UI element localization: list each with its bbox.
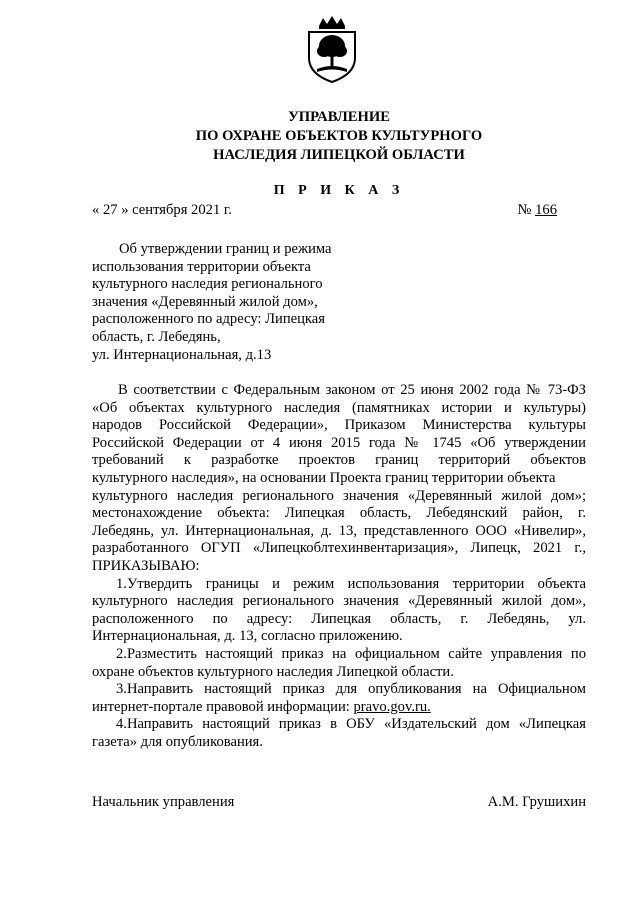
subject-line: расположенного по адресу: Липецкая: [92, 311, 325, 328]
document-date: « 27 » сентября 2021 г.: [92, 202, 232, 218]
body-line: 4.Направить настоящий приказ в ОБУ «Издательский дом «Липецкая: [116, 716, 586, 733]
body-line: ПРИКАЗЫВАЮ:: [92, 557, 200, 574]
body-line: «Об объектах культурного наследия (памятниках истории и культуры): [92, 399, 586, 416]
body-line: 3.Направить настоящий приказ для опубликования на Официальном: [116, 681, 586, 698]
body-line: культурного наследия», на основании Проекта границ территории объекта: [92, 469, 556, 486]
document-body: [92, 382, 586, 751]
signature-name: А.М. Грушихин: [487, 794, 586, 810]
body-line: В соответствии с Федеральным законом от 25 июня 2002 года № 73-ФЗ: [118, 382, 586, 398]
document-type: П Р И К А З: [273, 183, 405, 198]
subject-line: область, г. Лебедянь,: [92, 328, 221, 345]
body-line-text: интернет-портале правовой информации:: [92, 698, 354, 715]
subject-line: культурного наследия регионального: [92, 276, 323, 293]
signature-position: Начальник управления: [92, 794, 235, 810]
body-line: культурного наследия регионального значения «Деревянный жилой дом»,: [92, 593, 586, 610]
body-line: Интернациональная, д. 13, согласно приложению.: [92, 628, 403, 645]
number-prefix: №: [517, 202, 536, 218]
body-line: требований к разработке проектов границ территорий объектов: [92, 452, 586, 469]
coat-of-arms-emblem: [305, 14, 359, 84]
subject-line: ул. Интернациональная, д.13: [92, 346, 272, 363]
body-line: расположенного по адресу: Липецкая область, г. Лебедянь, ул.: [92, 610, 586, 627]
body-line: разработанного ОГУП «Липецкоблтехинвентаризация», Липецк, 2021 г.,: [92, 540, 586, 557]
subject-line: Об утверждении границ и режима: [119, 241, 332, 257]
body-line: газета» для опубликования.: [92, 733, 263, 750]
organization-name: [92, 108, 586, 165]
body-line: 1.Утвердить границы и режим использования территории объекта: [116, 575, 586, 592]
document-subject: [92, 241, 352, 364]
org-line-2: ПО ОХРАНЕ ОБЪЕКТОВ КУЛЬТУРНОГО: [195, 128, 483, 144]
document-number: [518, 202, 557, 219]
body-line: Лебедянь, ул. Интернациональная, д. 13, представленного ООО «Нивелир»,: [92, 522, 586, 539]
subject-line: значения «Деревянный жилой дом»,: [92, 293, 318, 310]
number-value: 166: [535, 202, 557, 218]
org-line-1: УПРАВЛЕНИЕ: [288, 109, 390, 125]
subject-line: использования территории объекта: [92, 258, 311, 275]
body-line: 2.Разместить настоящий приказ на официальном сайте управления по: [116, 645, 586, 662]
pravo-link[interactable]: pravo.gov.ru.: [353, 698, 431, 715]
body-line: [92, 699, 586, 717]
body-line: охране объектов культурного наследия Липецкой области.: [92, 663, 454, 680]
body-line: народов Российской Федерации», Приказом Министерства культуры: [92, 417, 586, 434]
org-line-3: НАСЛЕДИЯ ЛИПЕЦКОЙ ОБЛАСТИ: [213, 147, 465, 163]
body-line: местонахождение объекта: Липецкая область, Лебедянский район, г.: [92, 505, 586, 522]
body-line: культурного наследия регионального значения «Деревянный жилой дом»;: [92, 487, 586, 504]
body-line: Российской Федерации от 4 июня 2015 года № 1745 «Об утверждении: [92, 434, 586, 451]
